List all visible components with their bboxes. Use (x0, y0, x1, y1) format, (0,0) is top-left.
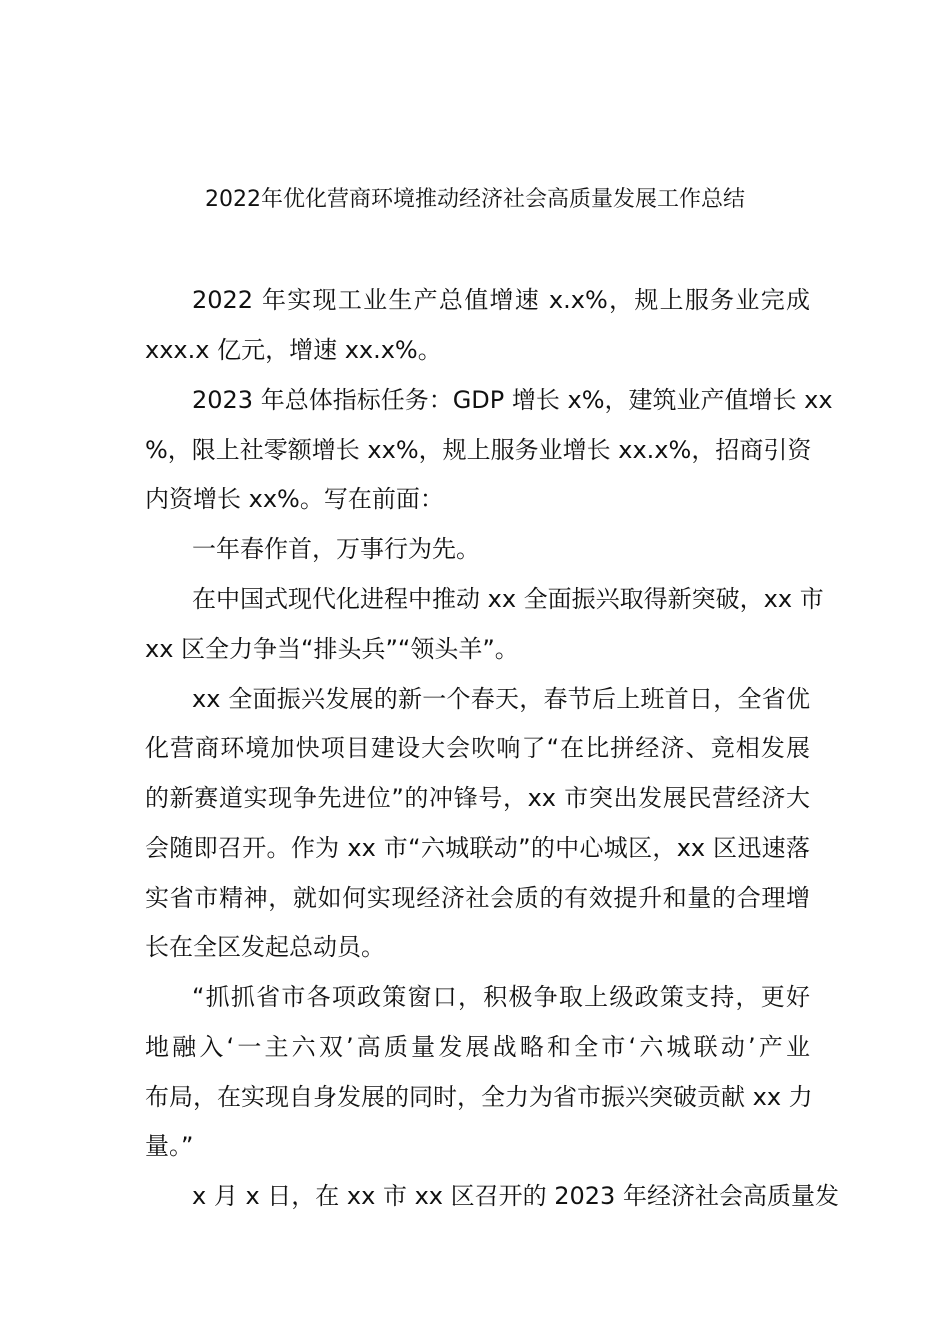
paragraph-line: xx 区全力争当“排头兵”“领头羊”。 (145, 635, 519, 663)
paragraph-line: 2022 年实现工业生产总值增速 x.x%，规上服务业完成 (192, 286, 810, 314)
paragraph-line: 会随即召开。作为 xx 市“六城联动”的中心城区，xx 区迅速落 (145, 834, 810, 862)
paragraph-line: xxx.x 亿元，增速 xx.x%。 (145, 336, 442, 364)
paragraph-line: xx 全面振兴发展的新一个春天，春节后上班首日，全省优 (192, 685, 810, 713)
paragraph-line: 地融入‘一主六双’高质量发展战略和全市‘六城联动’产业 (145, 1033, 810, 1061)
paragraph-line: x 月 x 日，在 xx 市 xx 区召开的 2023 年经济社会高质量发 (192, 1182, 839, 1210)
paragraph-line: 一年春作首，万事行为先。 (192, 535, 480, 563)
paragraph-line: 实省市精神，就如何实现经济社会质的有效提升和量的合理增 (145, 884, 810, 912)
paragraph-line: 2023 年总体指标任务：GDP 增长 x%，建筑业产值增长 xx (192, 386, 833, 414)
paragraph-line: 量。” (145, 1132, 194, 1160)
paragraph-line: “抓抓省市各项政策窗口，积极争取上级政策支持，更好 (192, 983, 810, 1011)
paragraph-line: 长在全区发起总动员。 (145, 933, 385, 961)
paragraph-line: 化营商环境加快项目建设大会吹响了“在比拼经济、竞相发展 (145, 734, 810, 762)
document-title: 2022年优化营商环境推动经济社会高质量发展工作总结 (205, 187, 745, 212)
paragraph-line: 的新赛道实现争先进位”的冲锋号，xx 市突出发展民营经济大 (145, 784, 810, 812)
paragraph-line: 在中国式现代化进程中推动 xx 全面振兴取得新突破，xx 市 (192, 585, 824, 613)
paragraph-line: 布局，在实现自身发展的同时，全力为省市振兴突破贡献 xx 力 (145, 1083, 813, 1111)
paragraph-line: %，限上社零额增长 xx%，规上服务业增长 xx.x%，招商引资 (145, 436, 812, 464)
paragraph-line: 内资增长 xx%。写在前面： (145, 485, 444, 513)
